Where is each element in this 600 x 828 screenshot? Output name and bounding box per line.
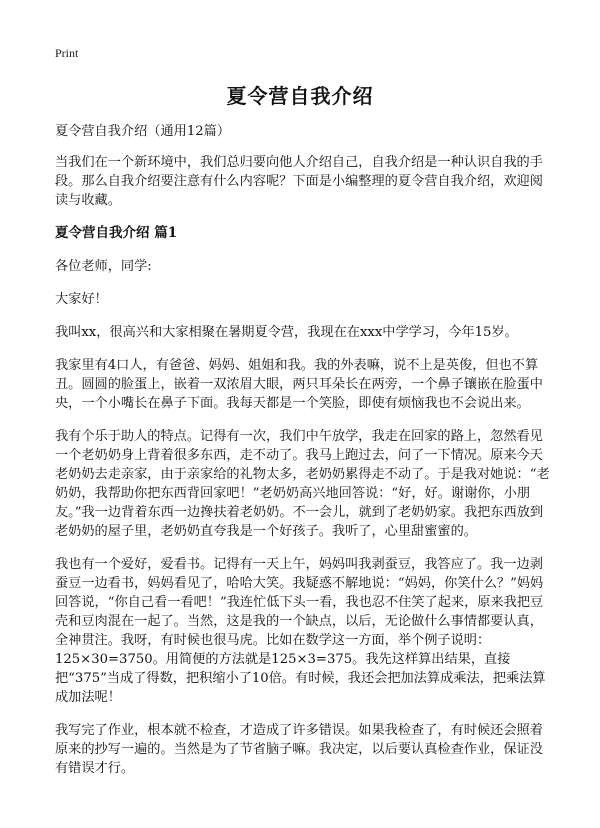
body-paragraph-homework: 我写完了作业，根本就不检查，才造成了许多错误。如果我检查了，有时候还会照着原来的抄写一遍的。当然是为了节省脑子嘛。我决定，以后要认真检查作业，保证没有错误才行。 — [55, 723, 543, 776]
body-paragraph-helping: 我有个乐于助人的特点。记得有一次，我们中午放学，我走在回家的路上，忽然看见一个老奶奶身上背着很多东西，走不动了。我马上跑过去，问了一下情况。原来今天老奶奶去走亲家，由于亲家给的礼物太多，老奶奶累得走不动了。于是我对她说：“老奶奶，我帮助你把东西背回家吧！”老奶奶高兴地回答说：“好，好。谢谢你，小朋友。”我一边背着东西一边搀扶着老奶奶。不一会儿，就到了老奶奶家。我把东西放到老奶奶的屋子里，老奶奶直夸我是一个好孩子。我听了，心里甜蜜蜜的。 — [55, 429, 550, 539]
body-paragraph-family: 我家里有4口人，有爸爸、妈妈、姐姐和我。我的外表嘛，说不上是英俊，但也不算丑。圆圆的脸蛋上，嵌着一双浓眉大眼，两只耳朵长在两旁，一个鼻子镶嵌在脸蛋中央，一个小嘴长在鼻子下面。我每天都是一个笑脸，即使有烦恼我也不会说出来。 — [55, 358, 543, 411]
section-heading: 夏令营自我介绍 篇1 — [55, 225, 178, 241]
body-paragraph-name: 我叫xx，很高兴和大家相聚在暑期夏令营，我现在在xxx中学学习，今年15岁。 — [55, 325, 518, 340]
document-body — [55, 122, 552, 792]
print-label[interactable]: Print — [55, 46, 79, 60]
document-subtitle: 夏令营自我介绍（通用12篇） — [55, 124, 231, 139]
body-paragraph-greeting: 各位老师，同学: — [55, 259, 152, 274]
page-title: 夏令营自我介绍 — [226, 84, 374, 108]
body-paragraph-reading: 我也有一个爱好，爱看书。记得有一天上午，妈妈叫我剥蚕豆，我答应了。我一边剥蚕豆一边看书，妈妈看见了，哈哈大笑。我疑惑不解地说：“妈妈，你笑什么？”妈妈回答说，“你自己看一看吧！”我连忙低下头一看，我也忍不住笑了起来，原来我把豆壳和豆肉混在一起了。当然，这是我的一个缺点，以后，无论做什么事情都要认真，全神贯注。我呀，有时候也很马虎。比如在数学这一方面，举个例子说明：125×30=3750。用简便的方法就是125×3=375。我先这样算出结果，直接把“375”当成了得数，把积缩小了10倍。有时候，我还会把加法算成乘法，把乘法算成加法呢！ — [55, 557, 546, 705]
intro-paragraph: 当我们在一个新环境中，我们总归要向他人介绍自己，自我介绍是一种认识自我的手段。那么自我介绍要注意有什么内容呢？下面是小编整理的夏令营自我介绍，欢迎阅读与收藏。 — [55, 155, 543, 208]
body-paragraph-hello: 大家好！ — [55, 292, 108, 307]
